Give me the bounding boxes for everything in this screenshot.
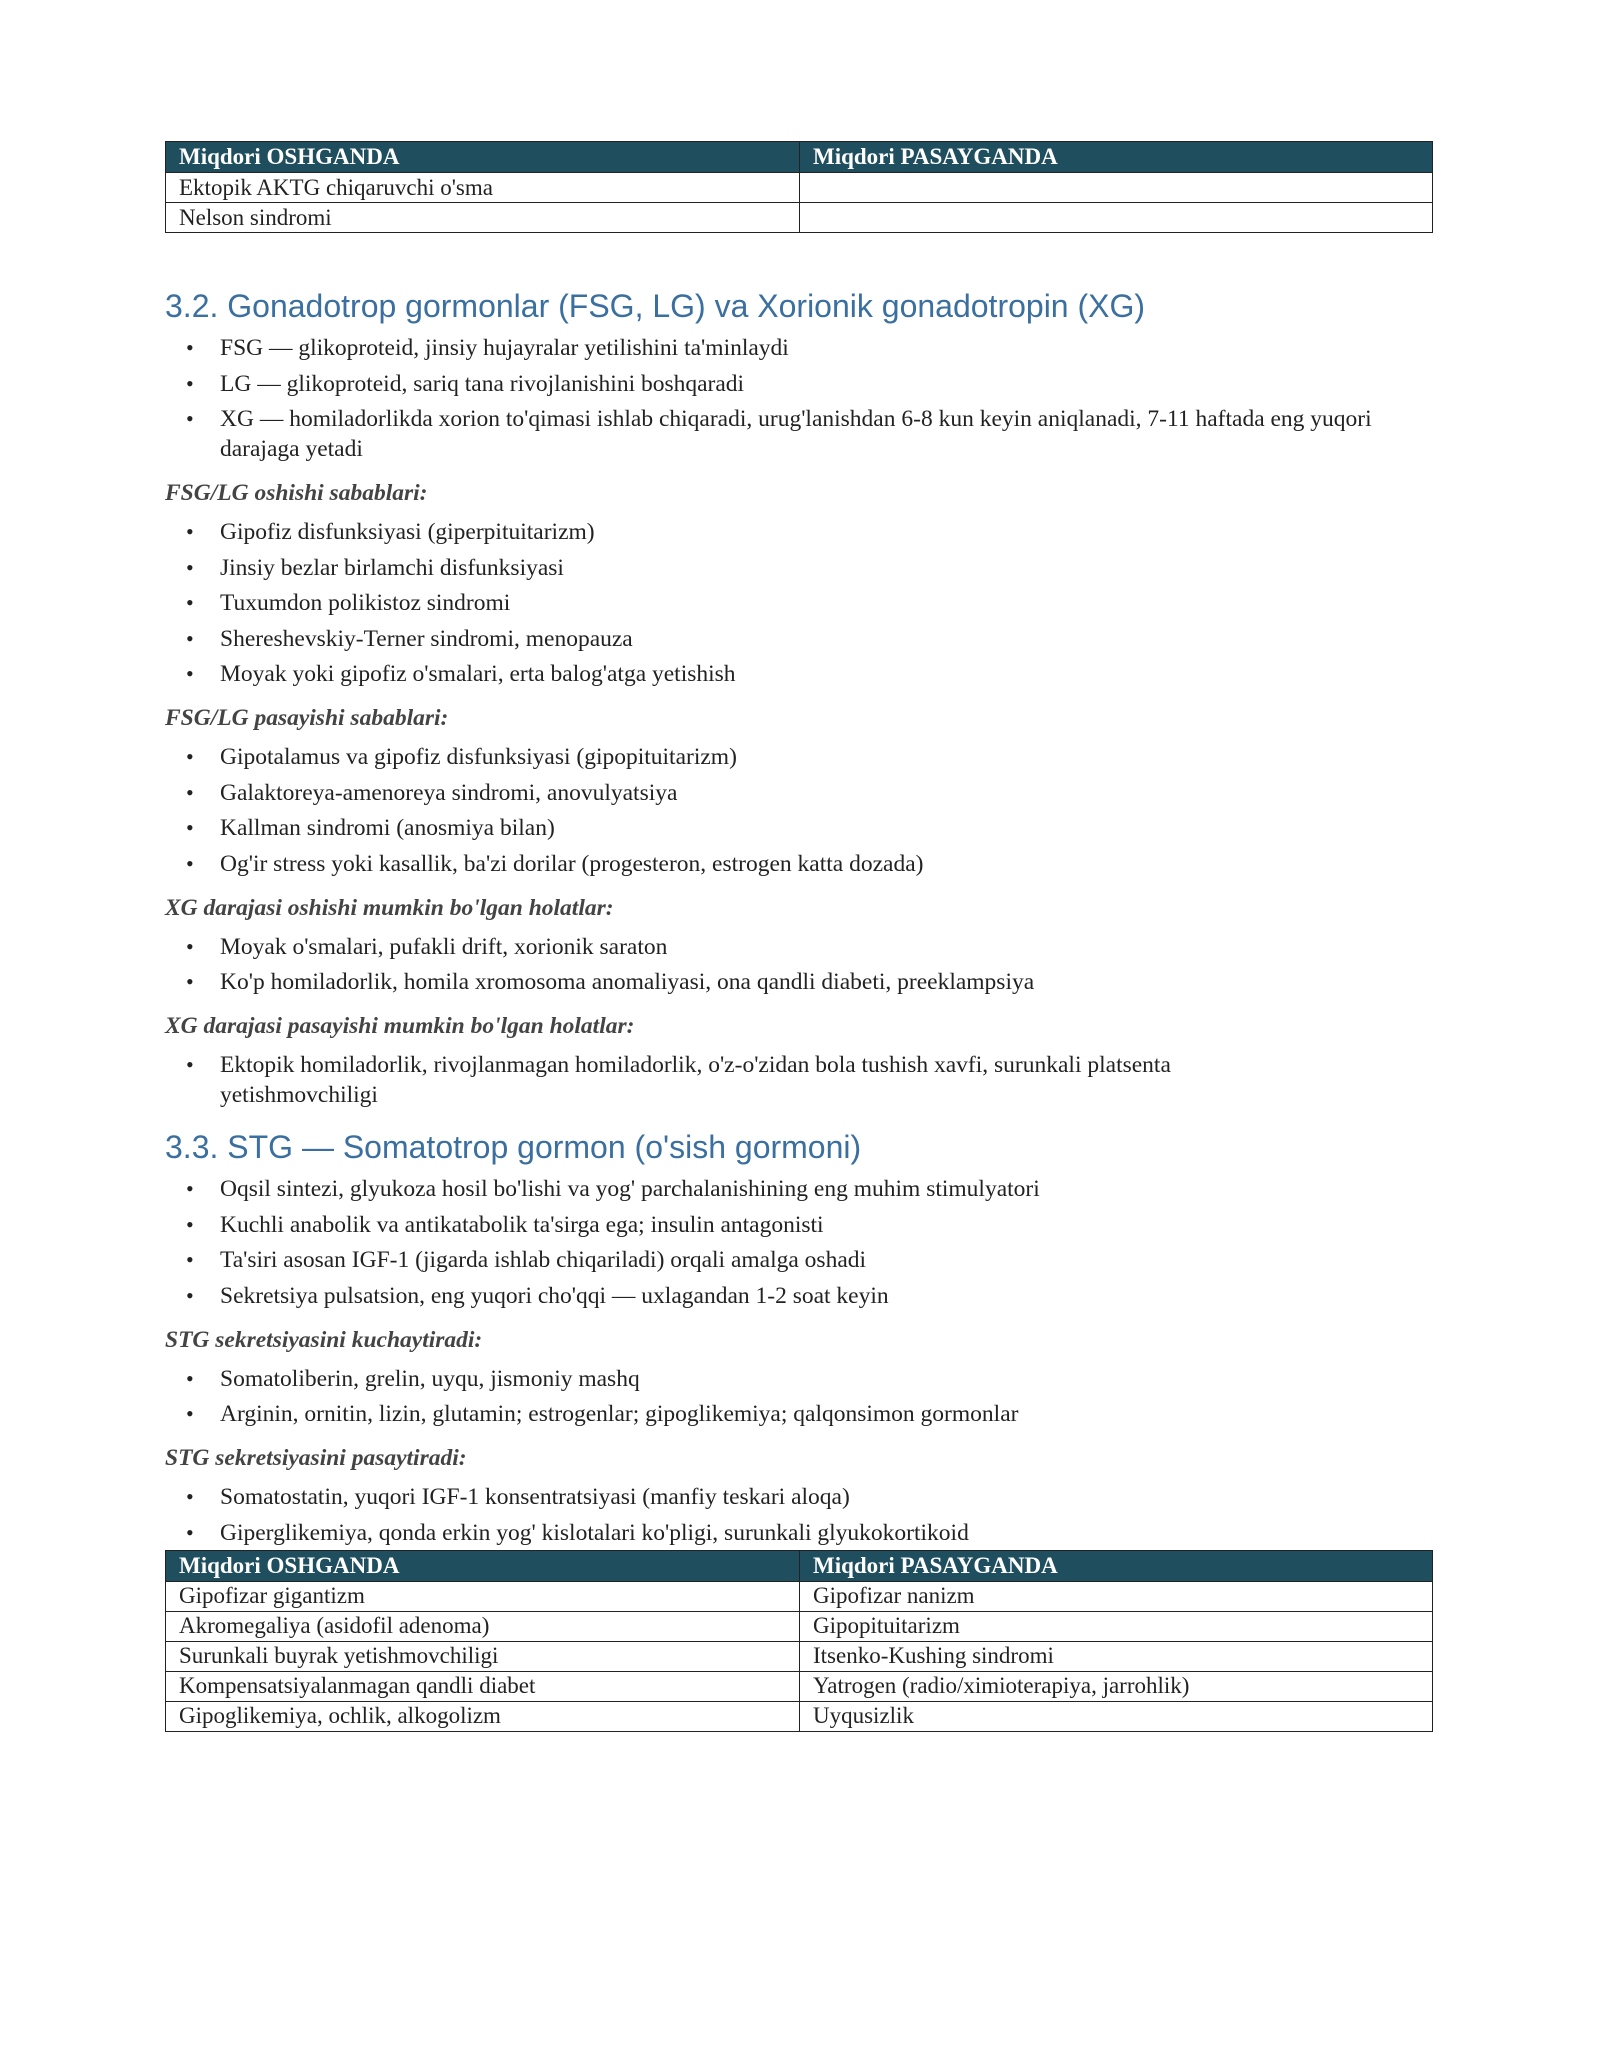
list-item: • Ko'p homiladorlik, homila xromosoma anomaliyasi, ona qandli diabeti, preeklampsiya xyxy=(165,967,1433,997)
table-row xyxy=(166,173,1433,203)
xg-increase-list xyxy=(165,932,1433,998)
table-header-row xyxy=(166,1550,1433,1581)
list-item: • Oqsil sintezi, glyukoza hosil bo'lishi va yog' parchalanishining eng muhim stimulyatori xyxy=(165,1174,1433,1204)
table-cell: Gipofizar gigantizm xyxy=(166,1581,800,1611)
table-header-decrease: Miqdori PASAYGANDA xyxy=(800,1550,1433,1581)
subheading-stg-increase: STG sekretsiyasini kuchaytiradi: xyxy=(165,1326,483,1353)
list-item: • Shereshevskiy-Terner sindromi, menopauza xyxy=(165,624,1433,654)
list-item: • Gipofiz disfunksiyasi (giperpituitarizm) xyxy=(165,517,1433,547)
list-item: • Og'ir stress yoki kasallik, ba'zi dorilar (progesteron, estrogen katta dozada) xyxy=(165,849,1433,879)
table-cell: Nelson sindromi xyxy=(166,203,800,233)
list-item: • Somatoliberin, grelin, uyqu, jismoniy mashq xyxy=(165,1364,1433,1394)
table-cell xyxy=(800,173,1433,203)
list-item: • Ektopik homiladorlik, rivojlanmagan homiladorlik, o'z-o'zidan bola tushish xavfi, surunkali platsenta yetishmovchiligi xyxy=(165,1050,1433,1110)
fsg-lg-decrease-list xyxy=(165,742,1433,879)
stg-intro-list xyxy=(165,1174,1433,1311)
subheading-xg-decrease: XG darajasi pasayishi mumkin bo'lgan holatlar: xyxy=(165,1013,635,1039)
table-header-increase: Miqdori OSHGANDA xyxy=(166,1550,800,1581)
table-cell: Surunkali buyrak yetishmovchiligi xyxy=(166,1641,800,1671)
table-cell: Gipofizar nanizm xyxy=(800,1581,1433,1611)
table-cell: Itsenko-Kushing sindromi xyxy=(800,1641,1433,1671)
gonadotropin-intro-list xyxy=(165,333,1433,464)
list-item: • Kallman sindromi (anosmiya bilan) xyxy=(165,813,1433,843)
list-item: • Arginin, ornitin, lizin, glutamin; estrogenlar; gipoglikemiya; qalqonsimon gormonlar xyxy=(165,1399,1433,1429)
stg-increase-list xyxy=(165,1364,1433,1430)
list-item: • Jinsiy bezlar birlamchi disfunksiyasi xyxy=(165,553,1433,583)
table-row xyxy=(166,1611,1433,1641)
list-item: • Somatostatin, yuqori IGF-1 konsentratsiyasi (manfiy teskari aloqa) xyxy=(165,1482,1433,1512)
list-item: • Gipotalamus va gipofiz disfunksiyasi (gipopituitarizm) xyxy=(165,742,1433,772)
list-item: • Sekretsiya pulsatsion, eng yuqori cho'qqi — uxlagandan 1-2 soat keyin xyxy=(165,1281,1433,1311)
table-cell: Gipoglikemiya, ochlik, alkogolizm xyxy=(166,1701,800,1731)
subheading-stg-decrease: STG sekretsiyasini pasaytiradi: xyxy=(165,1445,467,1471)
fsg-lg-increase-list xyxy=(165,517,1433,689)
table-header-increase: Miqdori OSHGANDA xyxy=(166,142,800,173)
table-header-decrease: Miqdori PASAYGANDA xyxy=(800,142,1433,173)
document-page xyxy=(165,141,1433,1732)
table-cell: Ektopik AKTG chiqaruvchi o'sma xyxy=(166,173,800,203)
table-row xyxy=(166,1641,1433,1671)
list-item: • XG — homiladorlikda xorion to'qimasi ishlab chiqaradi, urug'lanishdan 6-8 kun keyin aniqlanadi, 7-11 haftada eng yuqori darajaga yetadi xyxy=(165,404,1433,464)
subheading-fsg-lg-decrease: FSG/LG pasayishi sabablari: xyxy=(165,705,449,731)
list-item: • Kuchli anabolik va antikatabolik ta'sirga ega; insulin antagonisti xyxy=(165,1210,1433,1240)
list-item: • Galaktoreya-amenoreya sindromi, anovulyatsiya xyxy=(165,778,1433,808)
table-header-row xyxy=(166,142,1433,173)
table-cell xyxy=(800,203,1433,233)
table-row xyxy=(166,1671,1433,1701)
section-heading-stg: 3.3. STG — Somatotrop gormon (o'sish gormoni) xyxy=(165,1129,862,1165)
stg-decrease-list xyxy=(165,1482,1433,1548)
subheading-xg-increase: XG darajasi oshishi mumkin bo'lgan holatlar: xyxy=(165,894,614,921)
list-item: • LG — glikoproteid, sariq tana rivojlanishini boshqaradi xyxy=(165,369,1433,399)
list-item: • FSG — glikoproteid, jinsiy hujayralar yetilishini ta'minlaydi xyxy=(165,333,1433,363)
table-acth-causes xyxy=(165,141,1433,233)
table-row xyxy=(166,203,1433,233)
table-cell: Gipopituitarizm xyxy=(800,1611,1433,1641)
subheading-fsg-lg-increase: FSG/LG oshishi sabablari: xyxy=(165,480,428,506)
table-cell: Kompensatsiyalanmagan qandli diabet xyxy=(166,1671,800,1701)
table-cell: Akromegaliya (asidofil adenoma) xyxy=(166,1611,800,1641)
list-item: • Ta'siri asosan IGF-1 (jigarda ishlab chiqariladi) orqali amalga oshadi xyxy=(165,1245,1433,1275)
xg-decrease-list xyxy=(165,1050,1433,1110)
table-stg-causes xyxy=(165,1550,1433,1732)
table-cell: Yatrogen (radio/ximioterapiya, jarrohlik) xyxy=(800,1671,1433,1701)
table-row xyxy=(166,1581,1433,1611)
list-item: • Moyak o'smalari, pufakli drift, xorionik saraton xyxy=(165,932,1433,962)
list-item: • Moyak yoki gipofiz o'smalari, erta balog'atga yetishish xyxy=(165,659,1433,689)
list-item: • Tuxumdon polikistoz sindromi xyxy=(165,588,1433,618)
list-item: • Giperglikemiya, qonda erkin yog' kislotalari ko'pligi, surunkali glyukokortikoid xyxy=(165,1518,1433,1548)
table-row xyxy=(166,1701,1433,1731)
section-heading-gonadotropins: 3.2. Gonadotrop gormonlar (FSG, LG) va Xorionik gonadotropin (XG) xyxy=(165,288,1146,324)
table-cell: Uyqusizlik xyxy=(800,1701,1433,1731)
